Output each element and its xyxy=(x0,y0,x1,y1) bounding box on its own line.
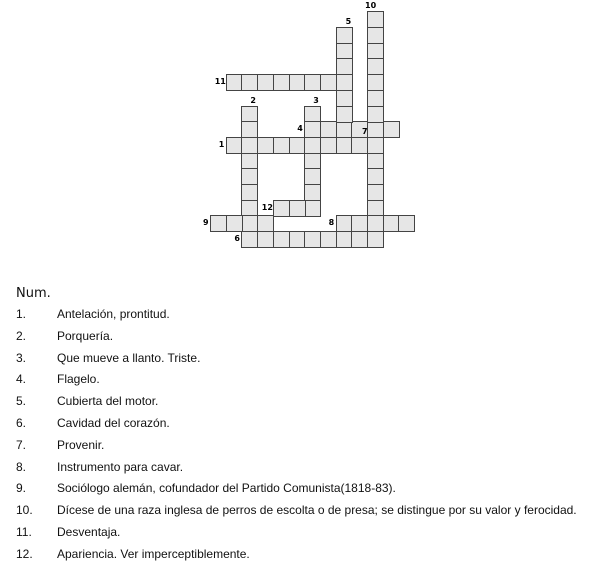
clue-text: Flagelo. xyxy=(57,372,100,387)
grid-cell[interactable] xyxy=(367,27,384,44)
clue-text: Cubierta del motor. xyxy=(57,394,159,409)
grid-cell[interactable] xyxy=(289,137,306,154)
clue-text: Provenir. xyxy=(57,437,105,452)
grid-cell[interactable] xyxy=(241,215,258,232)
grid-cell[interactable] xyxy=(367,74,384,91)
grid-cell[interactable] xyxy=(336,215,353,232)
grid-number-label: 7 xyxy=(362,126,368,136)
clue-number: 5. xyxy=(16,394,27,409)
grid-cell[interactable] xyxy=(367,215,384,232)
grid-cell[interactable] xyxy=(320,137,337,154)
grid-cell[interactable] xyxy=(367,168,384,185)
clue-item xyxy=(16,500,596,522)
grid-cell[interactable] xyxy=(241,137,258,154)
grid-cell[interactable] xyxy=(241,153,258,170)
clue-text: Desventaja. xyxy=(57,524,121,539)
grid-cell[interactable] xyxy=(367,184,384,201)
clue-item xyxy=(16,478,596,500)
clue-item xyxy=(16,457,596,479)
clue-list xyxy=(16,284,596,566)
grid-cell[interactable] xyxy=(336,137,353,154)
grid-cell[interactable] xyxy=(241,231,258,248)
clue-number: 11. xyxy=(16,524,32,539)
grid-cell[interactable] xyxy=(351,215,368,232)
grid-cell[interactable] xyxy=(367,153,384,170)
grid-cell[interactable] xyxy=(398,215,415,232)
clue-text: Apariencia. Ver imperceptiblemente. xyxy=(57,546,250,561)
grid-cell[interactable] xyxy=(367,11,384,28)
grid-cell[interactable] xyxy=(257,231,274,248)
grid-number-label: 5 xyxy=(345,17,352,26)
grid-cell[interactable] xyxy=(210,215,227,232)
clue-number: 12. xyxy=(16,546,33,561)
grid-cell[interactable] xyxy=(289,200,306,217)
grid-cell[interactable] xyxy=(367,137,384,154)
grid-cell[interactable] xyxy=(304,137,321,154)
crossword-grid xyxy=(0,0,600,275)
grid-number-label: 4 xyxy=(297,124,303,134)
grid-number-label: 3 xyxy=(313,95,319,105)
grid-cell[interactable] xyxy=(289,231,306,248)
grid-cell[interactable] xyxy=(241,106,258,123)
grid-cell[interactable] xyxy=(273,137,290,154)
grid-cell[interactable] xyxy=(383,215,400,232)
grid-cell[interactable] xyxy=(383,121,400,138)
grid-cell[interactable] xyxy=(257,215,274,232)
clue-text: Sociólogo alemán, cofundador del Partido Comunista(1818-83). xyxy=(57,481,396,496)
grid-cell[interactable] xyxy=(241,200,258,217)
grid-cell[interactable] xyxy=(336,27,353,44)
clue-text: Que mueve a llanto. Triste. xyxy=(57,350,201,365)
grid-cell[interactable] xyxy=(273,200,290,217)
grid-cell[interactable] xyxy=(257,137,274,154)
grid-number-label: 11 xyxy=(214,77,226,87)
grid-cell[interactable] xyxy=(273,231,290,248)
clue-item xyxy=(16,369,596,391)
clue-text: Dícese de una raza inglesa de perros de escolta o de presa; se distingue por su valor y ferocidad. xyxy=(57,503,577,518)
clue-number: 1. xyxy=(16,307,27,321)
grid-cell[interactable] xyxy=(304,168,321,185)
grid-cell[interactable] xyxy=(304,106,321,123)
grid-cell[interactable] xyxy=(351,137,368,154)
grid-cell[interactable] xyxy=(367,231,384,248)
clue-item xyxy=(16,413,596,435)
clue-number: 3. xyxy=(16,350,27,365)
grid-cell[interactable] xyxy=(336,106,353,123)
grid-cell[interactable] xyxy=(289,74,306,91)
grid-cell[interactable] xyxy=(304,184,321,201)
grid-cell[interactable] xyxy=(367,90,384,107)
grid-cell[interactable] xyxy=(336,43,353,60)
clue-item xyxy=(16,544,596,566)
grid-cell[interactable] xyxy=(304,121,321,138)
grid-cell[interactable] xyxy=(226,74,243,91)
clue-number: 9. xyxy=(16,481,27,496)
grid-number-label: 2 xyxy=(250,95,256,105)
grid-cell[interactable] xyxy=(336,231,353,248)
clue-item xyxy=(16,522,596,544)
clue-text: Porquería. xyxy=(57,328,114,343)
clue-number: 10. xyxy=(16,503,33,518)
clues-header: Num. xyxy=(16,286,51,301)
grid-cell[interactable] xyxy=(241,74,258,91)
grid-cell[interactable] xyxy=(336,121,353,138)
clue-number: 6. xyxy=(16,415,27,430)
clue-text: Cavidad del corazón. xyxy=(57,415,170,430)
grid-cell[interactable] xyxy=(336,58,353,75)
clue-number: 2. xyxy=(16,328,27,343)
clue-item xyxy=(16,348,596,370)
clue-number: 4. xyxy=(16,372,27,387)
grid-cell[interactable] xyxy=(241,184,258,201)
clue-item xyxy=(16,304,596,326)
grid-cell[interactable] xyxy=(257,74,274,91)
grid-number-label: 6 xyxy=(234,234,240,244)
grid-number-label: 12 xyxy=(261,202,273,212)
grid-cell[interactable] xyxy=(367,106,384,123)
grid-cell[interactable] xyxy=(320,231,337,248)
grid-cell[interactable] xyxy=(273,74,290,91)
clue-number: 8. xyxy=(16,459,27,474)
grid-cell[interactable] xyxy=(336,90,353,107)
clue-item xyxy=(16,435,596,457)
grid-cell[interactable] xyxy=(226,215,243,232)
grid-cell[interactable] xyxy=(241,168,258,185)
grid-cell[interactable] xyxy=(336,74,353,91)
grid-cell[interactable] xyxy=(226,137,243,154)
grid-cell[interactable] xyxy=(304,231,321,248)
clue-text: Instrumento para cavar. xyxy=(57,459,184,474)
grid-cell[interactable] xyxy=(320,74,337,91)
grid-cell[interactable] xyxy=(304,74,321,91)
grid-cell[interactable] xyxy=(241,121,258,138)
grid-cell[interactable] xyxy=(320,121,337,138)
grid-cell[interactable] xyxy=(304,153,321,170)
clue-item xyxy=(16,391,596,413)
grid-cell[interactable] xyxy=(367,121,384,138)
grid-cell[interactable] xyxy=(367,43,384,60)
clue-item xyxy=(16,326,596,348)
clue-text: Antelación, prontitud. xyxy=(57,307,170,321)
grid-cell[interactable] xyxy=(351,231,368,248)
clue-number: 7. xyxy=(16,437,27,452)
grid-cell[interactable] xyxy=(367,200,384,217)
grid-number-label: 1 xyxy=(218,139,225,149)
grid-number-label: 10 xyxy=(365,1,377,11)
grid-number-label: 8 xyxy=(328,218,335,228)
grid-number-label: 9 xyxy=(203,218,209,228)
grid-cell[interactable] xyxy=(304,200,321,217)
grid-cell[interactable] xyxy=(367,58,384,75)
